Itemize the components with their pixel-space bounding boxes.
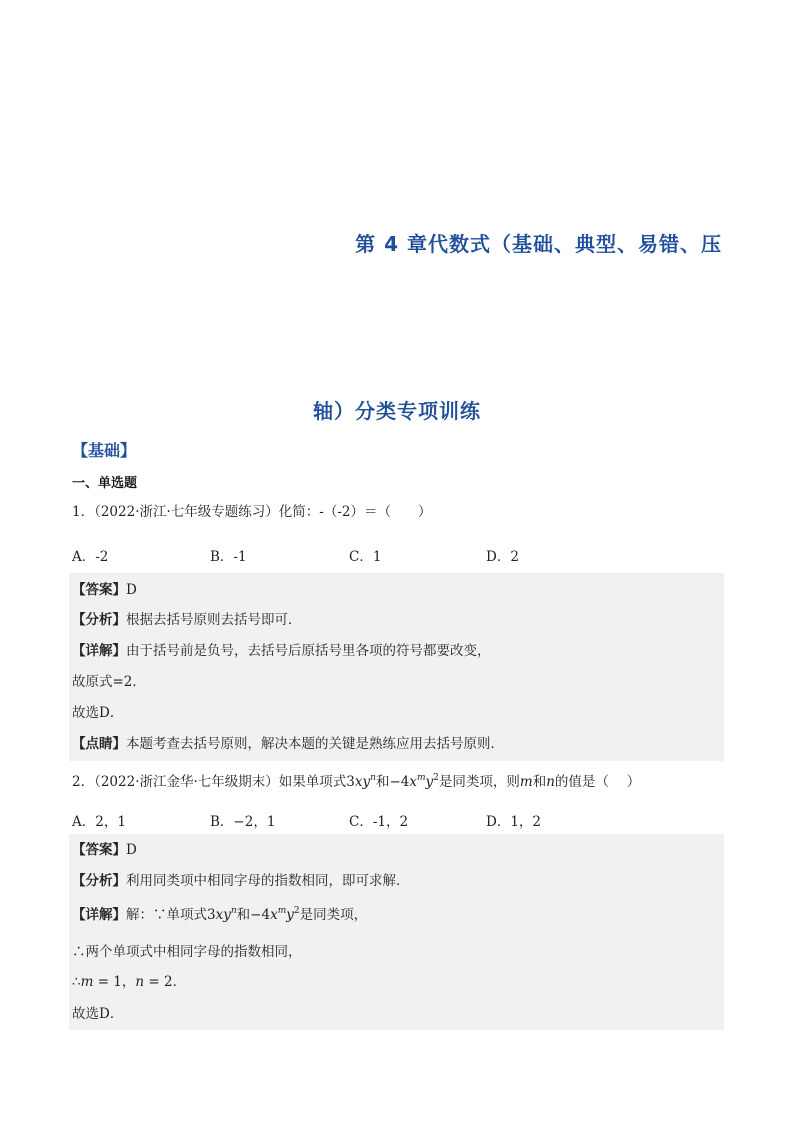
q1-option-c: C．1 [349, 549, 382, 565]
q2-monomial-2 [389, 774, 438, 790]
q2-options [72, 810, 722, 828]
q2-detail-mono1-yexp: n [230, 906, 237, 916]
q1-comment-text: 本题考查去括号原则，解决本题的关键是熟练应用去括号原则． [126, 736, 504, 752]
q2-mono2-y: y [425, 774, 434, 790]
q2-stem-prefix: 2．（2022·浙江金华·七年级期末）如果单项式 [72, 774, 347, 790]
q2-analysis-row [72, 872, 410, 890]
q1-answer-value: D [126, 582, 137, 598]
q2-conj: 和 [375, 774, 390, 790]
q2-detail-monomial-1 [207, 907, 237, 923]
q2-detail-monomial-2 [250, 907, 299, 923]
q2-option-d: D．1，2 [486, 814, 542, 830]
q2-answer-row [72, 841, 137, 859]
q2-mono1-coef: 3 [346, 774, 355, 790]
q2-monomial-1 [346, 774, 376, 790]
q2-detail-mono1-x: x [215, 907, 224, 923]
q2-detail-prefix: 解：∵单项式 [126, 907, 207, 923]
q2-line5-mval: = 1， [93, 974, 136, 990]
q1-comment-row [72, 735, 504, 753]
q2-mono1-yexp: n [370, 773, 376, 783]
q2-detail-line5 [72, 973, 186, 991]
q2-detail-row [72, 906, 367, 924]
q2-answer-value: D [126, 842, 137, 858]
q2-mono1-x: x [354, 774, 363, 790]
q1-options [72, 545, 722, 563]
q2-analysis-text: 利用同类项中相同字母的指数相同，即可求解． [126, 873, 410, 889]
q1-detail-line5: 故选D． [72, 705, 124, 721]
q1-detail-tag: 【详解】 [72, 643, 126, 659]
q1-analysis-row [72, 611, 302, 629]
q1-analysis-tag: 【分析】 [72, 612, 126, 628]
q2-detail-mono2-y: y [286, 907, 294, 923]
q1-option-b: B．-1 [210, 549, 247, 565]
q1-detail-text: 由于括号前是负号，去括号后原括号里各项的符号都要改变， [126, 643, 491, 659]
q2-analysis-tag: 【分析】 [72, 873, 126, 889]
document-title-line1: 第 4 章代数式（基础、典型、易错、压 [355, 232, 722, 256]
q2-stem-mid: 是同类项，则 [438, 774, 520, 790]
section-tag: 【基础】 [72, 441, 137, 460]
q1-comment-tag: 【点睛】 [72, 736, 126, 752]
q2-answer-tag: 【答案】 [72, 842, 126, 858]
q2-line5-m: m [80, 974, 94, 990]
q2-detail-mono2-x: x [270, 907, 278, 923]
q2-detail-mono2-yexp: 2 [293, 906, 300, 916]
q2-stem-suffix: 的值是（ ） [554, 774, 641, 790]
q2-var-m: m [519, 774, 533, 790]
q2-detail-suffix: 是同类项， [299, 907, 368, 923]
q2-option-a: A．2，1 [72, 814, 126, 830]
q1-option-a: A．-2 [72, 549, 109, 565]
q2-line5-nval: = 2． [144, 974, 187, 990]
q1-solution-box [69, 573, 724, 761]
q2-detail-line4: ∴两个单项式中相同字母的指数相同， [72, 944, 302, 960]
q1-detail-line4: 故原式=2． [72, 674, 146, 690]
q2-option-c: C．-1，2 [349, 814, 409, 830]
subsection-heading: 一、单选题 [72, 476, 138, 491]
q1-stem: 1．（2022·浙江·七年级专题练习）化简：-（-2）＝（ ） [72, 504, 432, 520]
q2-detail-mono1-coef: 3 [207, 907, 216, 923]
q2-line5-n: n [135, 974, 145, 990]
q2-detail-conj: 和 [236, 907, 251, 923]
q2-detail-line6: 故选D． [72, 1006, 124, 1022]
q2-solution-box [69, 834, 724, 1030]
document-title-line2: 轴）分类专项训练 [313, 399, 481, 423]
q2-line5-prefix: ∴ [72, 974, 81, 990]
q1-answer-tag: 【答案】 [72, 582, 126, 598]
q1-answer-row [72, 581, 137, 599]
q2-detail-mono2-xexp: m [277, 906, 287, 916]
q2-mono2-x: x [409, 774, 417, 790]
q2-detail-tag: 【详解】 [72, 907, 126, 923]
q2-mono1-y: y [362, 774, 371, 790]
q2-var-n: n [546, 774, 555, 790]
q2-stem [72, 773, 640, 791]
q2-detail-mono2-coef: −4 [250, 907, 271, 923]
q1-detail-row [72, 642, 491, 660]
q2-detail-mono1-y: y [223, 907, 231, 923]
q2-mono2-coef: −4 [389, 774, 410, 790]
q2-and: 和 [532, 774, 547, 790]
q2-mono2-yexp: 2 [433, 773, 439, 783]
q2-option-b: B．−2，1 [210, 814, 276, 830]
q2-mono2-xexp: m [416, 773, 426, 783]
q1-option-d: D．2 [486, 549, 519, 565]
q1-analysis-text: 根据去括号原则去括号即可． [126, 612, 302, 628]
